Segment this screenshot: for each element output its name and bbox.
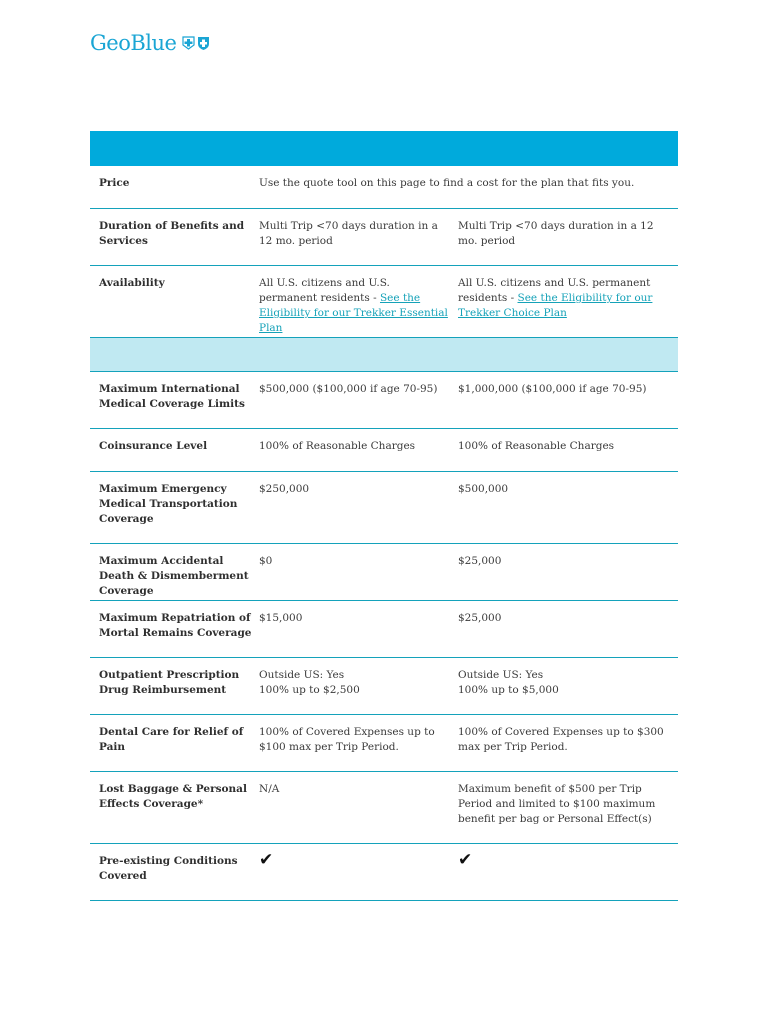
price-note: Use the quote tool on this page to find a cost for the plan that fits you. [259, 177, 635, 189]
choice-value [458, 658, 678, 714]
table-row [90, 372, 678, 429]
choice-value: 100% of Reasonable Charges [458, 440, 615, 452]
essential-value: N/A [259, 783, 280, 795]
essential-value: 100% of Covered Expenses up to $100 max per Trip Period. [259, 726, 435, 753]
row-label: Duration of Benefits and Services [99, 220, 245, 247]
essential-value [259, 266, 458, 337]
table-row [90, 772, 678, 844]
essential-value [259, 658, 458, 714]
choice-value: $1,000,000 ($100,000 if age 70-95) [458, 383, 647, 395]
plan-comparison-table [90, 131, 678, 901]
table-row-price [90, 166, 678, 209]
bluecross-blueshield-logo [182, 36, 210, 51]
essential-value: $500,000 ($100,000 if age 70-95) [259, 383, 438, 395]
value-line: Outside US: Yes [259, 669, 345, 681]
table-row-availability [90, 266, 678, 338]
row-label: Lost Baggage & Personal Effects Coverage* [99, 783, 247, 810]
table-row [90, 844, 678, 901]
bluecross-icon [182, 36, 195, 50]
choice-value: Multi Trip <70 days duration in a 12 mo. period [458, 220, 654, 247]
row-label: Maximum Accidental Death & Dismemberment Coverage [99, 555, 249, 597]
table-header-band [90, 131, 678, 166]
value-line: Outside US: Yes [458, 669, 544, 681]
availability-text: All U.S. citizens and U.S. permanent residents - [458, 277, 651, 304]
choice-value: $25,000 [458, 612, 502, 624]
essential-value: 100% of Reasonable Charges [259, 440, 416, 452]
essential-value: Multi Trip <70 days duration in a 12 mo. period [259, 220, 438, 247]
essential-value: $0 [259, 555, 273, 567]
value-line: 100% up to $2,500 [259, 684, 360, 696]
row-label: Price [99, 177, 130, 189]
table-row [90, 715, 678, 772]
essential-value: $15,000 [259, 612, 303, 624]
table-row-duration [90, 209, 678, 266]
row-label: Dental Care for Relief of Pain [99, 726, 244, 753]
geoblue-logo[interactable] [90, 31, 210, 55]
blueshield-icon [197, 36, 210, 51]
checkmark-icon: ✔ [259, 850, 274, 870]
choice-value [458, 266, 678, 337]
row-label: Pre-existing Conditions Covered [99, 855, 238, 882]
row-label: Availability [99, 277, 165, 289]
choice-value [458, 844, 678, 900]
row-label: Maximum Emergency Medical Transportation Coverage [99, 483, 238, 525]
choice-value: $25,000 [458, 555, 502, 567]
table-row [90, 544, 678, 601]
table-row [90, 472, 678, 544]
table-row [90, 601, 678, 658]
table-row [90, 658, 678, 715]
brand-name: GeoBlue [90, 31, 177, 55]
availability-text: All U.S. citizens and U.S. permanent residents - [259, 277, 390, 304]
choice-value: Maximum benefit of $500 per Trip Period and limited to $100 maximum benefit per bag or Personal Effect(s) [458, 783, 656, 825]
choice-value: 100% of Covered Expenses up to $300 max per Trip Period. [458, 726, 664, 753]
choice-eligibility-link[interactable]: See the Eligibility for our Trekker Choice Plan [458, 292, 653, 319]
essential-value: $250,000 [259, 483, 310, 495]
row-label: Coinsurance Level [99, 440, 208, 452]
row-label: Maximum Repatriation of Mortal Remains Coverage [99, 612, 252, 639]
choice-value: $500,000 [458, 483, 509, 495]
section-band [90, 338, 678, 372]
essential-value [259, 844, 458, 900]
essential-eligibility-link[interactable]: See the Eligibility for our Trekker Essential Plan [259, 292, 448, 334]
row-label: Outpatient Prescription Drug Reimbursement [99, 669, 240, 696]
table-row [90, 429, 678, 472]
row-label: Maximum International Medical Coverage Limits [99, 383, 245, 410]
checkmark-icon: ✔ [458, 850, 473, 870]
value-line: 100% up to $5,000 [458, 684, 559, 696]
